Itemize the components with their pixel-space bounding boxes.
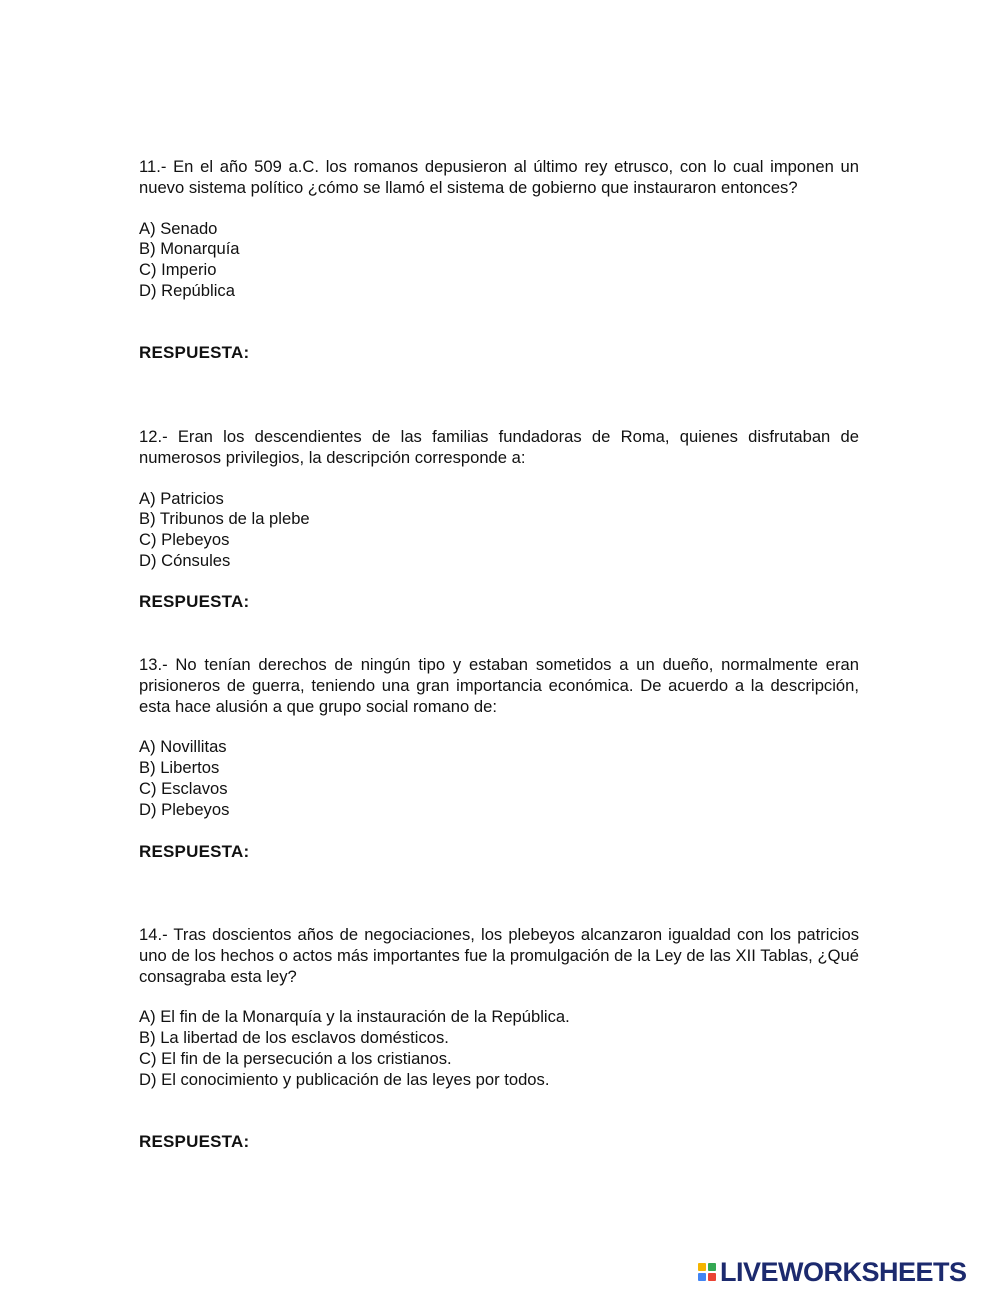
logo-block [698, 1273, 706, 1281]
answer-label: RESPUESTA: [139, 592, 250, 611]
answer-label: RESPUESTA: [139, 842, 250, 861]
option-c: C) Imperio [139, 260, 217, 280]
option-a: A) Novillitas [139, 737, 227, 757]
option-d: D) Plebeyos [139, 799, 230, 819]
answer-label: RESPUESTA: [139, 1132, 250, 1151]
option-b: B) La libertad de los esclavos domésticos. [139, 1028, 449, 1048]
logo-block [708, 1273, 716, 1281]
logo-blocks-icon [698, 1263, 716, 1281]
options-list [139, 1007, 859, 1090]
options-list [139, 737, 859, 820]
option-b: B) Libertos [139, 758, 220, 778]
option-d: D) El conocimiento y publicación de las leyes por todos. [139, 1069, 550, 1089]
options-list [139, 489, 859, 572]
question-14 [139, 925, 859, 1091]
option-a: A) El fin de la Monarquía y la instauración de la República. [139, 1007, 570, 1027]
question-13 [139, 655, 859, 821]
liveworksheets-logo [698, 1256, 967, 1287]
option-a: A) Senado [139, 218, 218, 238]
logo-text: LIVEWORKSHEETS [720, 1256, 967, 1287]
option-d: D) Cónsules [139, 550, 231, 570]
option-c: C) Plebeyos [139, 530, 230, 550]
question-text: 14.- Tras doscientos años de negociaciones, los plebeyos alcanzaron igualdad con los patricios uno de los hechos o actos más importantes fue la promulgación de la Ley de las XII Tablas, ¿Qué consagraba esta ley? [139, 925, 859, 986]
answer-label: RESPUESTA: [139, 343, 250, 362]
option-d: D) República [139, 280, 235, 300]
question-text: 13.- No tenían derechos de ningún tipo y estaban sometidos a un dueño, normalmente eran prisioneros de guerra, teniendo una gran importancia económica. De acuerdo a la descripción, esta hace alusión a que grupo social romano de: [139, 655, 859, 716]
logo-block [698, 1263, 706, 1271]
option-b: B) Monarquía [139, 239, 240, 259]
question-11 [139, 157, 859, 302]
option-b: B) Tribunos de la plebe [139, 509, 310, 529]
logo-block [708, 1263, 716, 1271]
question-12 [139, 427, 859, 572]
option-a: A) Patricios [139, 488, 224, 508]
option-c: C) Esclavos [139, 778, 228, 798]
options-list [139, 219, 859, 302]
question-text: 11.- En el año 509 a.C. los romanos depusieron al último rey etrusco, con lo cual imponen un nuevo sistema político ¿cómo se llamó el sistema de gobierno que instauraron entonces? [139, 157, 859, 197]
option-c: C) El fin de la persecución a los cristianos. [139, 1048, 452, 1068]
question-text: 12.- Eran los descendientes de las familias fundadoras de Roma, quienes disfrutaban de numerosos privilegios, la descripción corresponde a: [139, 427, 859, 467]
